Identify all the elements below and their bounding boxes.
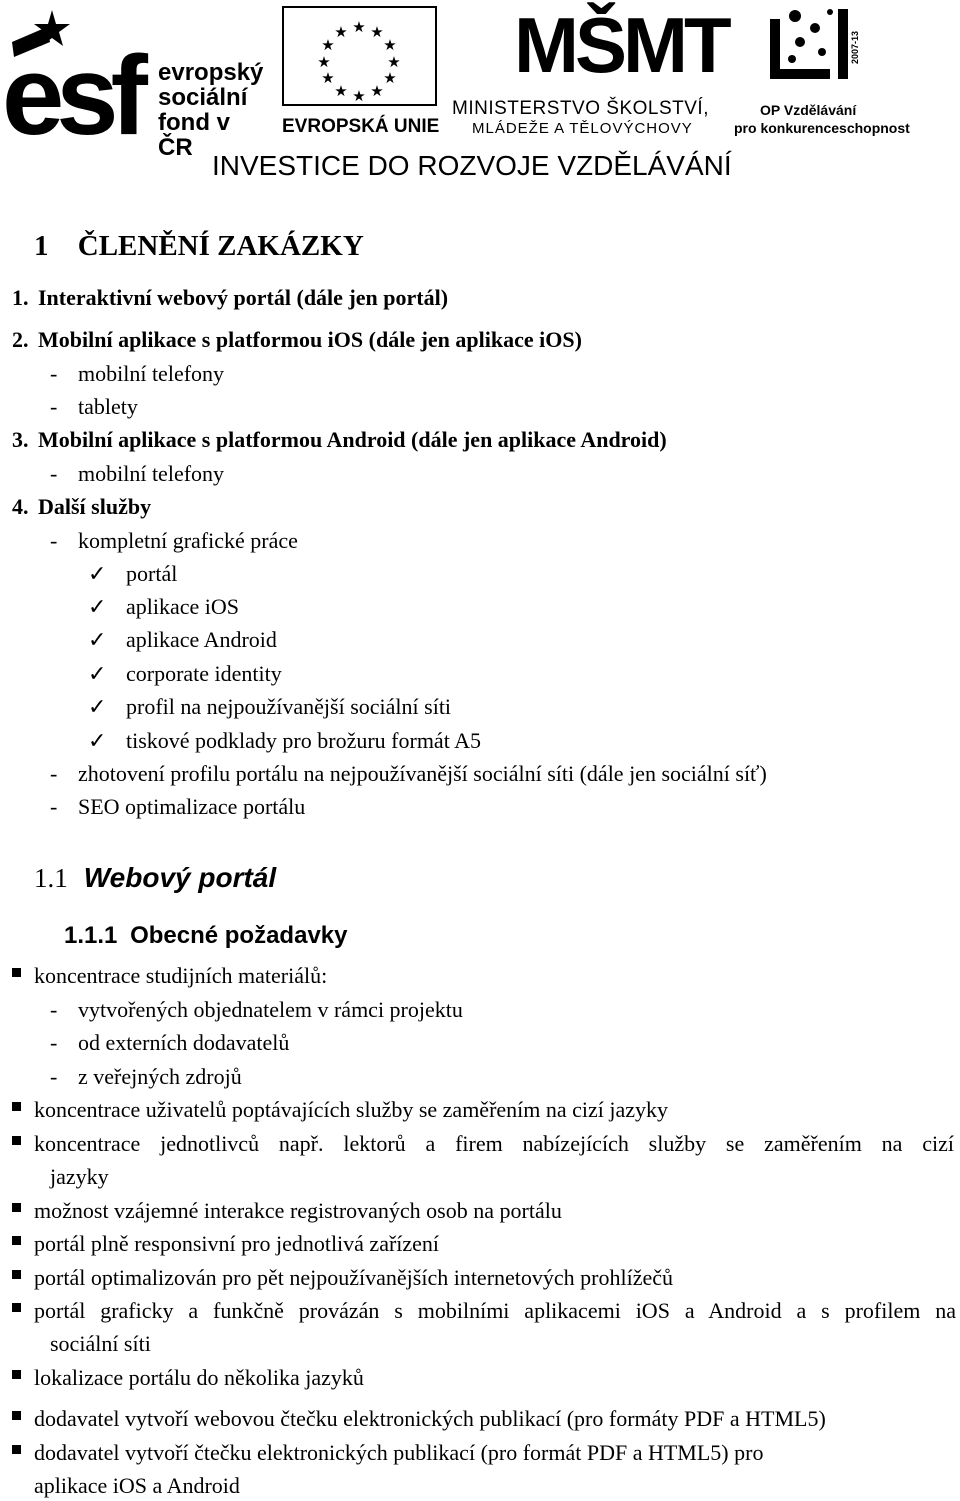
dash-marker: - <box>50 461 58 486</box>
esf-line1: evropský <box>158 59 264 86</box>
section-1-1-1-number: 1.1.1 <box>64 922 118 949</box>
section-1-heading <box>34 230 364 263</box>
sub-item: od externích dodavatelů <box>78 1030 290 1055</box>
bullet-square-icon <box>12 1136 21 1145</box>
svg-text:★: ★ <box>387 53 401 71</box>
svg-text:★: ★ <box>334 23 348 41</box>
section-1-title: ČLENĚNÍ ZAKÁZKY <box>77 230 364 262</box>
section-1-number: 1 <box>34 230 49 262</box>
check-item: portál <box>126 561 178 586</box>
bullet-square-icon <box>12 1370 21 1379</box>
eu-flag <box>282 6 437 106</box>
list-item-label: Další služby <box>38 494 152 519</box>
bullet-item: koncentrace jednotlivců např. lektorů a firem nabízejících služby se zaměřením na cizí <box>34 1131 954 1156</box>
bullet-item: lokalizace portálu do několika jazyků <box>34 1365 364 1390</box>
list-item-label: Mobilní aplikace s platformou iOS (dále jen aplikace iOS) <box>38 327 582 352</box>
bullet-square-icon <box>12 1236 21 1245</box>
dash-marker: - <box>50 997 58 1022</box>
list-item-label: Interaktivní webový portál (dále jen portál) <box>38 285 449 310</box>
svg-text:★: ★ <box>352 18 366 36</box>
bullet-item: koncentrace uživatelů poptávajících služby se zaměřením na cizí jazyky <box>34 1097 669 1122</box>
bullet-square-icon <box>12 968 21 977</box>
bullet-square-icon <box>12 1102 21 1111</box>
eu-caption: EVROPSKÁ UNIE <box>282 116 440 137</box>
bullet-item-continuation: aplikace iOS a Android <box>34 1473 240 1498</box>
sub-item: tablety <box>78 394 138 419</box>
esf-line2: sociální <box>158 84 248 111</box>
check-item: aplikace Android <box>126 627 277 652</box>
sub-item: z veřejných zdrojů <box>78 1064 242 1089</box>
msmt-line2: MLÁDEŽE A TĚLOVÝCHOVY <box>472 120 693 137</box>
bullet-item-continuation: sociální síti <box>50 1331 151 1356</box>
bullet-item: portál graficky a funkčně provázán s mobilními aplikacemi iOS a Android a s profilem na <box>34 1298 956 1323</box>
dash-marker: - <box>50 1064 58 1089</box>
esf-line3: fond v ČR <box>158 109 230 161</box>
check-icon: ✓ <box>88 728 107 753</box>
list-item-number: 4. <box>12 494 29 519</box>
bullet-item: koncentrace studijních materiálů: <box>34 963 328 988</box>
check-icon: ✓ <box>88 694 107 719</box>
svg-text:2007-13: 2007-13 <box>850 30 860 64</box>
svg-text:★: ★ <box>370 23 384 41</box>
section-1-1-1-title: Obecné požadavky <box>130 922 348 949</box>
sub-item: mobilní telefony <box>78 361 225 386</box>
list-item <box>12 494 151 520</box>
svg-text:★: ★ <box>383 69 397 87</box>
bullet-item: portál optimalizován pro pět nejpoužívanějších internetových prohlížečů <box>34 1265 674 1290</box>
op-mark-icon <box>770 4 875 94</box>
bullet-square-icon <box>12 1445 21 1454</box>
check-item: profil na nejpoužívanější sociální síti <box>126 694 452 719</box>
svg-text:esf: esf <box>2 33 140 142</box>
sub-item: vytvořených objednatelem v rámci projektu <box>78 997 463 1022</box>
op-logo <box>730 4 910 140</box>
eu-stars-icon <box>284 8 435 104</box>
bullet-item: dodavatel vytvoří webovou čtečku elektronických publikací (pro formáty PDF a HTML5) <box>34 1406 826 1431</box>
tagline: INVESTICE DO ROZVOJE VZDĚLÁVÁNÍ <box>212 150 732 181</box>
section-1-1-title: Webový portál <box>83 862 277 893</box>
section-1-1-heading <box>34 862 276 894</box>
dash-marker: - <box>50 361 58 386</box>
list-item <box>12 327 582 353</box>
op-line1: OP Vzdělávání <box>760 102 857 118</box>
svg-text:★: ★ <box>370 82 384 100</box>
msmt-mark: MŠMT <box>514 1 728 89</box>
svg-text:★: ★ <box>383 36 397 54</box>
sub-item: kompletní grafické práce <box>78 528 298 553</box>
check-icon: ✓ <box>88 627 107 652</box>
check-icon: ✓ <box>88 661 107 686</box>
dash-marker: - <box>50 1030 58 1055</box>
section-1-1-1-heading <box>64 922 347 950</box>
svg-text:★: ★ <box>334 82 348 100</box>
svg-text:★: ★ <box>317 53 331 71</box>
list-item <box>12 427 667 453</box>
dash-marker: - <box>50 394 58 419</box>
bullet-square-icon <box>12 1203 21 1212</box>
check-item: tiskové podklady pro brožuru formát A5 <box>126 728 481 753</box>
bullet-square-icon <box>12 1303 21 1312</box>
bullet-item: možnost vzájemné interakce registrovaných osob na portálu <box>34 1198 562 1223</box>
sub-item: zhotovení profilu portálu na nejpoužívanější sociální síti (dále jen sociální síť) <box>78 761 767 786</box>
esf-text <box>158 60 270 160</box>
esf-mark <box>2 2 152 142</box>
check-item: corporate identity <box>126 661 282 686</box>
bullet-item-continuation: jazyky <box>50 1164 109 1189</box>
svg-text:★: ★ <box>321 36 335 54</box>
dash-marker: - <box>50 761 58 786</box>
list-item <box>12 285 448 311</box>
check-icon: ✓ <box>88 561 107 586</box>
dash-marker: - <box>50 794 58 819</box>
bullet-item: portál plně responsivní pro jednotlivá zařízení <box>34 1231 440 1256</box>
op-line2: pro konkurenceschopnost <box>734 120 910 136</box>
svg-text:★: ★ <box>352 87 366 104</box>
list-item-number: 3. <box>12 427 29 452</box>
esf-logo <box>0 0 270 161</box>
check-item: aplikace iOS <box>126 594 240 619</box>
bullet-square-icon <box>12 1270 21 1279</box>
eu-logo <box>282 6 442 140</box>
section-1-1-number: 1.1 <box>34 863 68 893</box>
msmt-logo <box>452 1 728 140</box>
svg-text:★: ★ <box>321 69 335 87</box>
msmt-line1: MINISTERSTVO ŠKOLSTVÍ, <box>452 98 709 119</box>
dash-marker: - <box>50 528 58 553</box>
sub-item: mobilní telefony <box>78 461 225 486</box>
list-item-number: 1. <box>12 285 29 310</box>
bullet-item: dodavatel vytvoří čtečku elektronických publikací (pro formát PDF a HTML5) pro <box>34 1440 764 1465</box>
list-item-label: Mobilní aplikace s platformou Android (dále jen aplikace Android) <box>38 427 667 452</box>
bullet-square-icon <box>12 1411 21 1420</box>
list-item-number: 2. <box>12 327 29 352</box>
sub-item: SEO optimalizace portálu <box>78 794 306 819</box>
esf-mark-icon <box>2 2 152 142</box>
check-icon: ✓ <box>88 594 107 619</box>
